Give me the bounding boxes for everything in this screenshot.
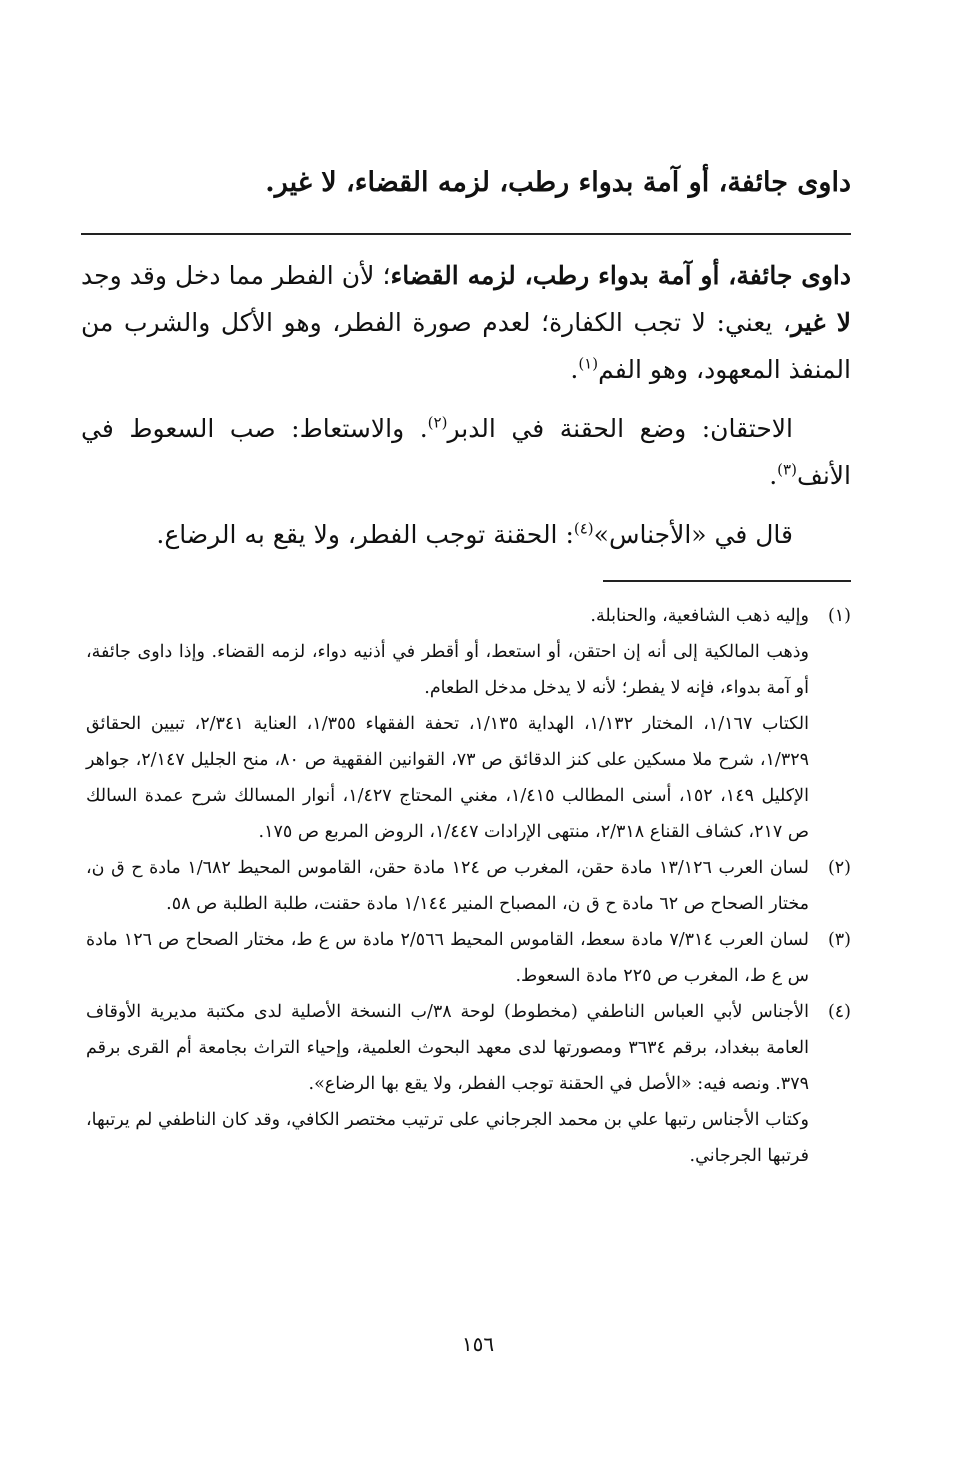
- footnote-1: [86, 598, 851, 850]
- footnote-text: لسان العرب ٧/٣١٤ مادة سعط، القاموس المحيط ٢/٥٦٦ مادة س ع ط، مختار الصحاح ص ١٢٦ مادة س ع ط، المغرب ص ٢٢٥ مادة السعوط.: [86, 930, 809, 986]
- commentary-text: .: [769, 461, 778, 490]
- quoted-matn: لا غير: [791, 308, 852, 337]
- commentary-text: : الحقنة توجب الفطر، ولا يقع به الرضاع.: [156, 520, 574, 549]
- footnote-text: وذهب المالكية إلى أنه إن احتقن، أو استعط، أو أقطر في أذنيه دواء، لزمه القضاء. وإذا داوى جائفة، أو آمة بدواء، فإنه لا يفطر؛ لأنه لا يدخل مدخل الطعام.: [86, 642, 809, 698]
- footnote-number: (٣): [827, 930, 851, 950]
- footnotes: [86, 598, 851, 1174]
- footnote-text: الأجناس لأبي العباس الناطفي (مخطوط) لوحة ٣٨/ب النسخة الأصلية لدى مكتبة مديرية الأوقاف العامة ببغداد، برقم ٣٦٣٤ ومصورتها لدى معهد البحوث العلمية، وإحياء التراث بجامعة أم القرى برقم ٣٧٩. ونصه فيه: «الأصل في الحقنة توجب الفطر، ولا يقع بها الرضاع».: [86, 1002, 809, 1094]
- footnote-ref-4[interactable]: (٤): [573, 519, 594, 538]
- footnote-text: الكتاب ١/١٦٧، المختار ١/١٣٢، الهداية ١/١٣٥، تحفة الفقهاء ١/٣٥٥، العناية ٢/٣٤١، تبيين الحقائق ١/٣٢٩، شرح ملا مسكين على كنز الدقائق ص ٧٣، القوانين الفقهية ص ٨٠، منح الجليل ٢/١٤٧، جواهر الإكليل ١٤٩، ١٥٢، أسنى المطالب ١/٤١٥، مغني المحتاج ١/٤٢٧، أنوار المسالك شرح عمدة السالك ص ٢١٧، كشاف القناع ٢/٣١٨، منتهى الإرادات ١/٤٤٧، الروض المربع ص ١٧٥.: [86, 714, 810, 842]
- footnote-3: [86, 922, 851, 994]
- footnote-text: وإليه ذهب الشافعية، والحنابلة.: [590, 606, 809, 626]
- footnote-number: (٢): [827, 858, 851, 878]
- footnote-text: وكتاب الأجناس رتبها علي بن محمد الجرجاني على ترتيب مختصر الكافي، وقد كان الناطفي لم يرتبها، فرتبها الجرجاني.: [86, 1110, 809, 1166]
- commentary: [81, 252, 851, 570]
- footnote-2: [86, 850, 851, 922]
- footnote-divider: [603, 580, 851, 582]
- commentary-text: .: [570, 355, 579, 384]
- footnote-4: [86, 994, 851, 1174]
- page-number: ١٥٦: [461, 1332, 495, 1356]
- footnote-number: (١): [827, 606, 851, 626]
- footnote-ref-1[interactable]: (١): [578, 354, 599, 373]
- commentary-text: الاحتقان: وضع الحقنة في الدبر: [447, 414, 793, 443]
- matn-line: داوى جائفة، أو آمة بدواء رطب، لزمه القضاء، لا غير.: [265, 167, 851, 198]
- commentary-paragraph-2: [81, 405, 851, 499]
- commentary-text: ؛ لأن الفطر مما دخل وقد وجد: [81, 261, 391, 290]
- quoted-matn: داوى جائفة، أو آمة بدواء رطب، لزمه القضاء: [390, 261, 851, 290]
- commentary-paragraph-3: [81, 511, 851, 558]
- footnote-number: (٤): [827, 1002, 851, 1022]
- footnote-text: لسان العرب ١٣/١٢٦ مادة حقن، المغرب ص ١٢٤ مادة حقن، القاموس المحيط ١/٦٨٢ مادة ح ق ن، مختار الصحاح ص ٦٢ مادة ح ق ن، المصباح المنير ١/١٤٤ مادة حقنت، طلبة الطلبة ص ٥٨.: [86, 858, 809, 914]
- footnote-ref-2[interactable]: (٢): [427, 413, 448, 432]
- matn-divider: [81, 233, 851, 235]
- commentary-paragraph-1: [81, 252, 851, 393]
- commentary-text: . والاستعاط: صب السعوط في الأنف: [81, 414, 851, 490]
- footnote-ref-3[interactable]: (٣): [777, 460, 797, 479]
- commentary-text: قال في «الأجناس»: [593, 520, 793, 549]
- commentary-text: ، يعني: لا تجب الكفارة؛ لعدم صورة الفطر، وهو الأكل والشرب من المنفذ المعهود، وهو الفم: [81, 308, 851, 384]
